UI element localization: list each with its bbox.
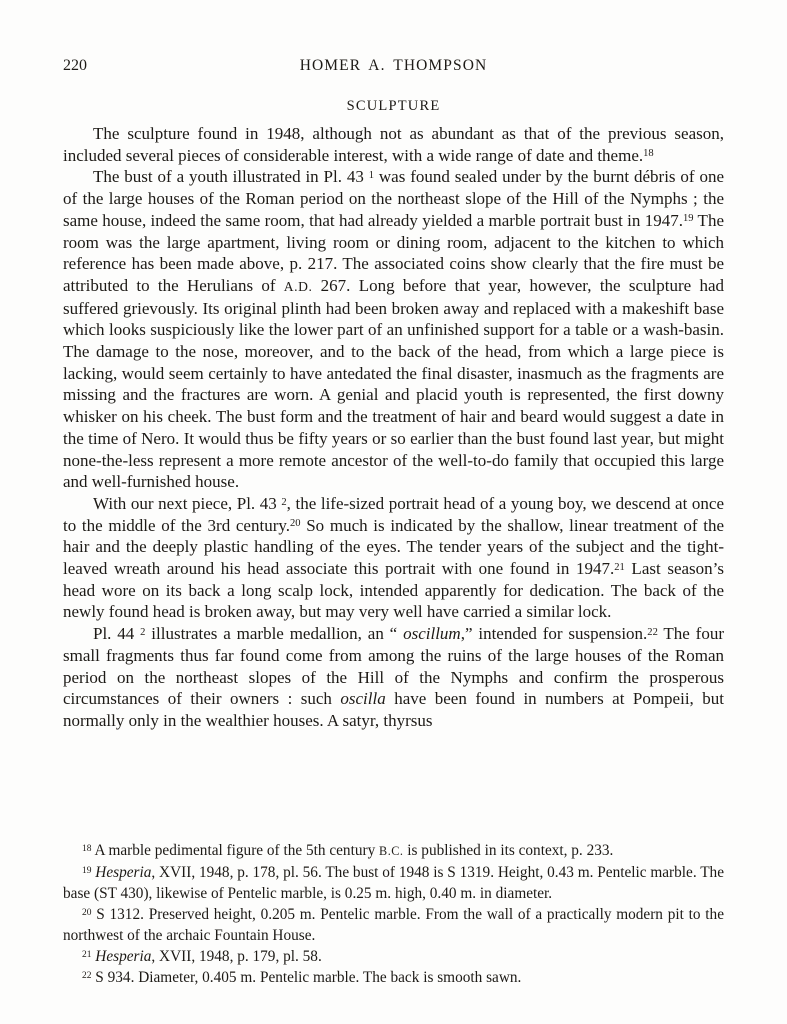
footnote-marker: 18 — [82, 844, 92, 855]
text-run: S 1312. Preserved height, 0.205 m. Pentelic marble. From the wall of a practically modern pit to the northwest of the archaic Fountain House. — [63, 906, 724, 944]
text-run: Last season’s head wore on its back a long scalp lock, intended apparently for dedication. The back of the newly found head is broken away, but may very well have carried a similar lock. — [63, 559, 725, 622]
text-run: The four small fragments thus far found come from among the ruins of the large houses of the Roman period on the northeast slopes of the Hill of the Nymphs and confirm the prosperous circumstances of their owners : such — [63, 624, 724, 709]
footnote-marker: 22 — [82, 971, 92, 982]
body-paragraph — [63, 623, 724, 732]
footnote-marker: 20 — [82, 908, 92, 919]
text-run: S 934. Diameter, 0.405 m. Pentelic marble. The back is smooth sawn. — [91, 969, 522, 986]
body-paragraph — [63, 493, 724, 623]
running-header: HOMER A. THOMPSON — [299, 57, 488, 74]
body-paragraph — [63, 123, 724, 166]
text-run: , the life-sized portrait head of a young boy, we descend at once to the middle of the 3rd century. — [63, 493, 724, 535]
text-run: The sculpture found in 1948, although not as abundant as that of the previous season, included several pieces of considerable interest, with a wide range of date and theme. — [63, 124, 724, 165]
smallcaps-text: B.C. — [379, 844, 404, 858]
footnote-marker: 2 — [281, 496, 287, 508]
footnote — [63, 904, 724, 946]
text-run: The bust of a youth illustrated in Pl. 43 — [93, 167, 369, 187]
italic-text: oscillum — [403, 624, 461, 644]
text-run: Pl. 44 — [93, 624, 141, 644]
footnote-marker: 19 — [82, 866, 92, 877]
footnote-marker: 19 — [682, 213, 694, 225]
footnote-marker: 18 — [643, 148, 654, 160]
footnote-marker: 22 — [647, 626, 658, 638]
text-run: was found sealed under by the burnt débris of one of the large houses of the Roman period on the northeast slope of the Hill of the Nymphs ; the same house, indeed the same room, that had already yielded a marble portrait bust in 1947. — [63, 167, 724, 230]
italic-text: Hesperia — [95, 864, 152, 881]
smallcaps-text: A.D. — [283, 278, 313, 294]
text-run: , XVII, 1948, p. 179, pl. 58. — [151, 948, 322, 965]
text-run: With our next piece, Pl. 43 — [93, 493, 282, 513]
section-title: SCULPTURE — [346, 98, 441, 114]
italic-text: oscilla — [340, 689, 386, 709]
text-run: A marble pedimental figure of the 5th century — [91, 842, 380, 859]
text-run: illustrates a marble medallion, an “ — [145, 624, 404, 644]
footnote — [63, 840, 724, 862]
text-run: ,” intended for suspension. — [460, 624, 648, 644]
body-paragraph — [63, 166, 724, 493]
footnote-marker: 2 — [140, 626, 146, 638]
footnote — [63, 967, 724, 988]
text-run: 267. Long before that year, however, the sculpture had suffered grievously. Its original plinth had been broken away and replaced with a makeshift base which looks suspiciously like the lower part of an unfinished support for a table or a wash-basin. The damage to the nose, moreover, and to the back of the head, from which a large piece is lacking, would seem certainly to have antedated the final disaster, inasmuch as the fragments are missing and the fractures are worn. A genial and placid youth is represented, the first downy whisker on his cheek. The bust form and the treatment of hair and beard would suggest a date in the time of Nero. It would thus be fifty years or so earlier than the bust found last year, but might none-the-less represent a more remote ancestor of the well-to-do family that occupied this large and well-furnished house. — [63, 275, 725, 492]
page-number: 220 — [63, 57, 87, 74]
footnote-marker: 21 — [82, 950, 92, 961]
footnote-marker: 20 — [290, 518, 301, 530]
italic-text: Hesperia — [95, 948, 152, 965]
text-run: is published in its context, p. 233. — [403, 842, 614, 859]
text-run: So much is indicated by the shallow, linear treatment of the hair and the deeply plastic handling of the eyes. The tender years of the subject and the tight-leaved wreath around his head associate this portrait with one found in 1947. — [63, 515, 724, 579]
text-run: The room was the large apartment, living room or dining room, adjacent to the kitchen to which reference has been made above, p. 217. The associated coins show clearly that the fire must be attributed to the Herulians of — [63, 210, 724, 295]
text-run: , XVII, 1948, p. 178, pl. 56. The bust of 1948 is S 1319. Height, 0.43 m. Pentelic marble. The base (ST 430), likewise of Pentelic marble, is 0.25 m. high, 0.40 m. in diameter. — [63, 864, 724, 902]
footnotes — [63, 840, 724, 988]
text-run: have been found in numbers at Pompeii, but normally only in the wealthier houses. A satyr, thyrsus — [63, 689, 724, 730]
footnote-marker: 21 — [614, 561, 625, 573]
footnote-marker: 1 — [368, 169, 375, 181]
footnote — [63, 946, 724, 967]
body-text — [63, 123, 724, 732]
footnote — [63, 862, 724, 904]
